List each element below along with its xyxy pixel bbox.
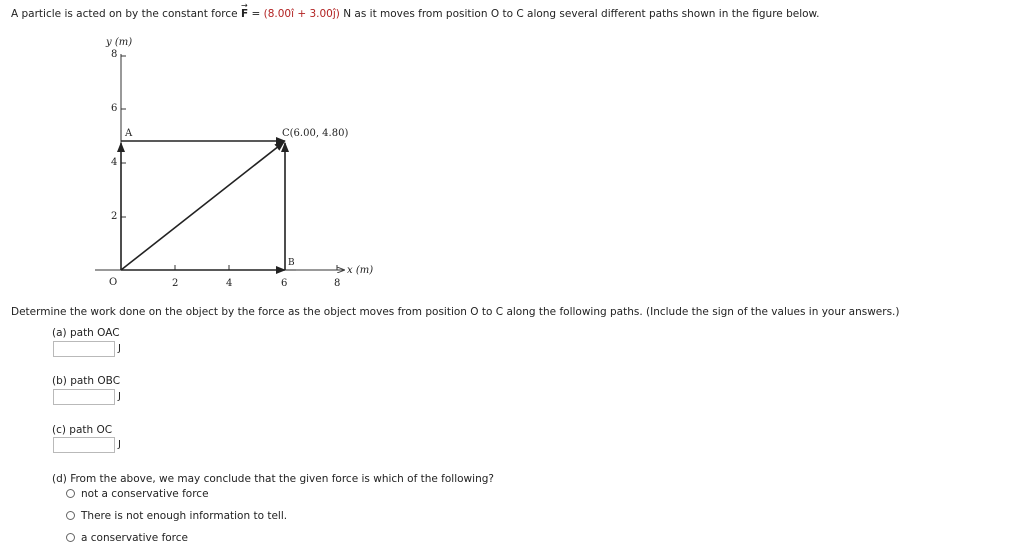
origin-label: O [109, 277, 118, 288]
part-b-label: (b) path OBC [52, 375, 121, 387]
option-label-conservative[interactable]: a conservative force [81, 532, 189, 544]
force-expression: (8.00î + 3.00ĵ) [263, 8, 340, 20]
point-a-label: A [125, 128, 133, 139]
question-text: A particle is acted on by the constant force → F = (8.00î + 3.00ĵ) N as it moves from position O to C along several different paths shown in the figure below. [11, 1, 820, 20]
point-b-label: B [288, 258, 295, 268]
part-d-label: (d) From the above, we may conclude that the given force is which of the following? [52, 473, 494, 485]
option-label-not-conservative[interactable]: not a conservative force [81, 488, 209, 500]
force-vector-symbol: → F [240, 1, 249, 20]
option-radio-not-conservative[interactable] [66, 489, 75, 498]
path-o-to-c [121, 142, 284, 270]
x-tick-label: 2 [172, 278, 179, 289]
part-b-answer-input[interactable] [53, 389, 115, 405]
x-tick-label: 8 [334, 278, 341, 289]
part-a-answer-input[interactable] [53, 341, 115, 357]
option-radio-conservative[interactable] [66, 533, 75, 542]
y-axis-label: y (m) [106, 37, 133, 48]
instruction-text: Determine the work done on the object by the force as the object moves from position O to C along the following paths. (Include the sign of the values in your answers.) [11, 306, 900, 318]
x-tick-label: 6 [281, 278, 288, 289]
y-tick-label: 8 [111, 49, 118, 60]
y-tick-label: 2 [111, 211, 118, 222]
option-radio-not-enough-info[interactable] [66, 511, 75, 520]
option-label-not-enough-info[interactable]: There is not enough information to tell. [81, 510, 288, 522]
part-c-answer-input[interactable] [53, 437, 115, 453]
point-c-label: C(6.00, 4.80) [282, 128, 349, 139]
x-axis-label: x (m) [347, 265, 374, 276]
part-a-unit: J [118, 343, 121, 354]
part-c-unit: J [118, 439, 121, 450]
part-c-label: (c) path OC [52, 424, 113, 436]
y-tick-label: 4 [111, 157, 118, 168]
x-tick-label: 4 [226, 278, 233, 289]
part-a-label: (a) path OAC [52, 327, 120, 339]
y-tick-label: 6 [111, 103, 118, 114]
part-b-unit: J [118, 391, 121, 402]
